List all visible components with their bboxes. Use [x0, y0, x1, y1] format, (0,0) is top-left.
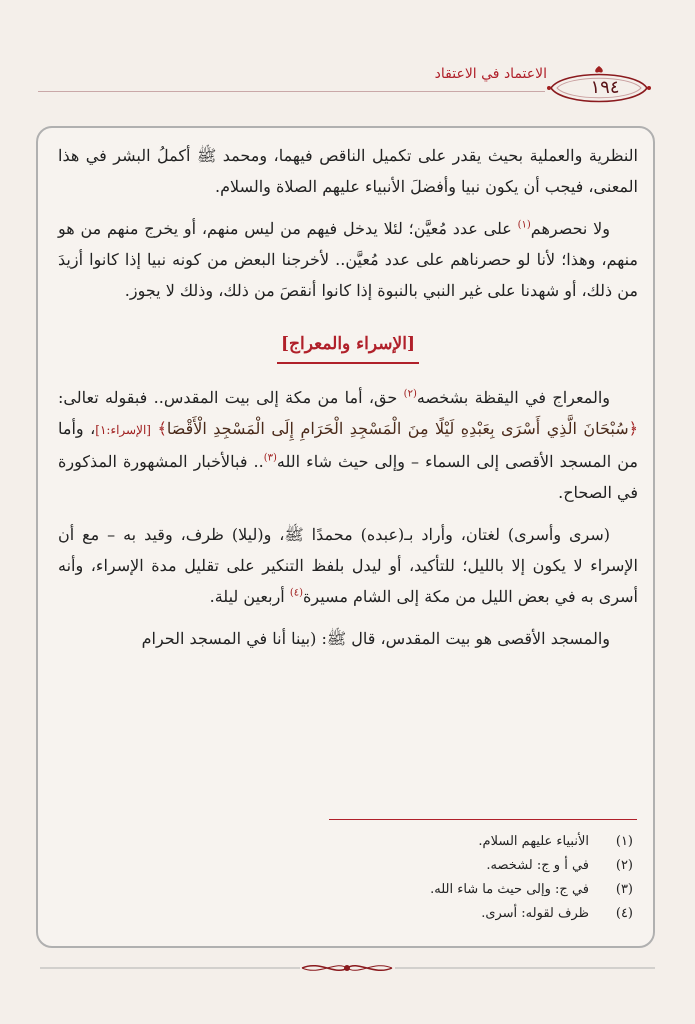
- section-heading: [58, 328, 638, 364]
- paragraph: النظرية والعملية بحيث يقدر على تكميل الناقص فيهما، ومحمد ﷺ أكملُ البشر في هذا المعنى، فيجب أن يكون نبيا وأفضلَ الأنبياء عليهم الصلاة والسلام.: [58, 146, 638, 196]
- paragraph: والمسجد الأقصى هو بيت المقدس، قال ﷺ: (بينا أنا في المسجد الحرام: [141, 629, 610, 648]
- verse-reference: [الإسراء:١]: [95, 423, 151, 437]
- section-title: [الإسراء والمعراج]: [277, 329, 419, 364]
- footnote-ref[interactable]: (٢): [403, 388, 417, 400]
- quran-bracket-open: ﴿: [628, 419, 638, 438]
- bottom-ornament-icon: [40, 958, 655, 978]
- paragraph: [58, 382, 638, 508]
- footnote-text: في ج: وإلى حيث ما شاء الله.: [430, 882, 589, 897]
- footnote-number: (٤): [615, 906, 633, 921]
- text-run: (سرى وأسرى) لغتان، وأراد بـ(عبده) محمدًا ﷺ، و(ليلا) ظرف، وقيد به – مع أن الإسراء لا يكون إلا بالليل؛ للتأكيد، أو ليدل بلفظ التنكير على تقليل مدة الإسراء، وأنه أسرى به في بعض الليل من مكة إلى الشام مسيرة: [58, 525, 638, 606]
- quran-bracket-close: ﴾: [157, 419, 167, 438]
- footnote-text: الأنبياء عليهم السلام.: [478, 834, 589, 849]
- header-rule: [38, 91, 545, 92]
- text-run: والمعراج في اليقظة بشخصه: [416, 388, 610, 407]
- footnote-item: [213, 830, 633, 854]
- paragraph: [58, 519, 638, 612]
- footnote-item: [213, 854, 633, 878]
- text-run: .. فبالأخبار المشهورة المذكورة في الصحاح.: [58, 452, 638, 502]
- footnotes: [213, 830, 633, 926]
- quran-verse: سُبْحَانَ الَّذِي أَسْرَى بِعَبْدِهِ لَيْلًا مِنَ الْمَسْجِدِ الْحَرَامِ إِلَى الْمَسْجِدِ الْأَقْصَا: [166, 419, 629, 438]
- footnote-separator: [329, 819, 637, 820]
- footnote-text: في أ و ج: لشخصه.: [486, 858, 589, 873]
- text-run: أربعين ليلة.: [209, 587, 290, 606]
- text-run: ولا نحصرهم: [530, 219, 610, 238]
- footnote-ref[interactable]: (١): [517, 219, 531, 231]
- footnote-item: [213, 902, 633, 926]
- footnote-number: (٢): [615, 858, 633, 873]
- running-head: الاعتماد في الاعتقاد: [434, 66, 547, 82]
- footnote-number: (١): [615, 834, 633, 849]
- footnote-ref[interactable]: (٣): [263, 452, 277, 464]
- text-run: ، وأما من المسجد الأقصى إلى السماء – وإلى حيث شاء الله: [58, 419, 639, 471]
- footnote-ref[interactable]: (٤): [289, 587, 304, 599]
- footnote-number: (٣): [615, 882, 633, 897]
- footnote-item: [213, 878, 633, 902]
- text-run: حق، أما من مكة إلى بيت المقدس.. فبقوله تعالى:: [58, 388, 404, 407]
- page-number: ١٩٤: [590, 77, 620, 98]
- paragraph: [58, 213, 638, 306]
- main-text: [58, 140, 638, 665]
- text-run: على عدد مُعيَّن؛ لئلا يدخل فيهم من ليس منهم، أو يخرج منهم من هو منهم، وهذا؛ لأنا لو حصرناهم على عدد مُعيَّن.. لأخرجنا البعض من كونه نبيا إذا كانوا أزيدَ من ذلك، أو شهدنا على غير النبي بالنبوة إذا كانوا أنقصَ من ذلك، وذلك لا يجوز.: [58, 219, 638, 300]
- footnote-text: ظرف لقوله: أسرى.: [481, 906, 589, 921]
